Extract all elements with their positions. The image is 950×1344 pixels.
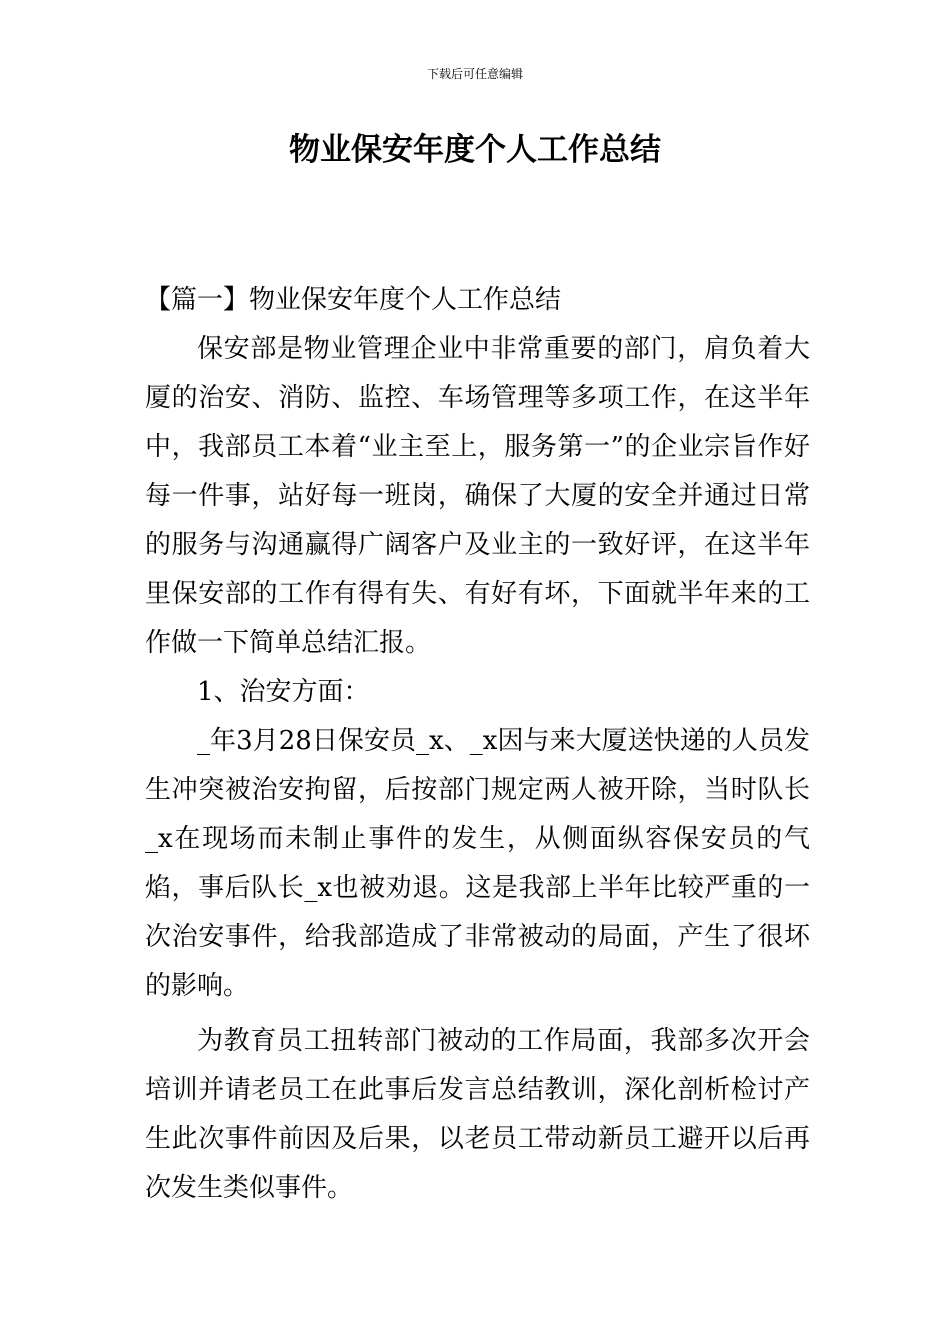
page-header-note: 下载后可任意编辑	[426, 67, 523, 81]
paragraph-incident: _年3月28日保安员_x、_x因与来大厦送快递的人员发生冲突被治安拘留，后按部门规定两人被开除，当时队长_x在现场而未制止事件的发生，从侧面纵容保安员的气焰，事后队长_x也被劝退。这是我部上半年比较严重的一次治安事件，给我部造成了非常被动的局面，产生了很坏的影响。	[145, 726, 810, 1001]
paragraph-training: 为教育员工扭转部门被动的工作局面，我部多次开会培训并请老员工在此事后发言总结教训，深化剖析检讨产生此次事件前因及后果，以老员工带动新员工避开以后再次发生类似事件。	[145, 1026, 810, 1203]
subheading-security: 1、治安方面：	[197, 677, 370, 707]
section-heading: 【篇一】物业保安年度个人工作总结	[145, 285, 562, 315]
paragraph-intro: 保安部是物业管理企业中非常重要的部门，肩负着大厦的治安、消防、监控、车场管理等多项工作，在这半年中，我部员工本着“业主至上，服务第一”的企业宗旨作好每一件事，站好每一班岗，确保了大厦的安全并通过日常的服务与沟通赢得广阔客户及业主的一致好评，在这半年里保安部的工作有得有失、有好有坏，下面就半年来的工作做一下简单总结汇报。	[145, 334, 810, 658]
document-title: 物业保安年度个人工作总结	[289, 132, 661, 168]
document-body	[145, 276, 810, 1213]
